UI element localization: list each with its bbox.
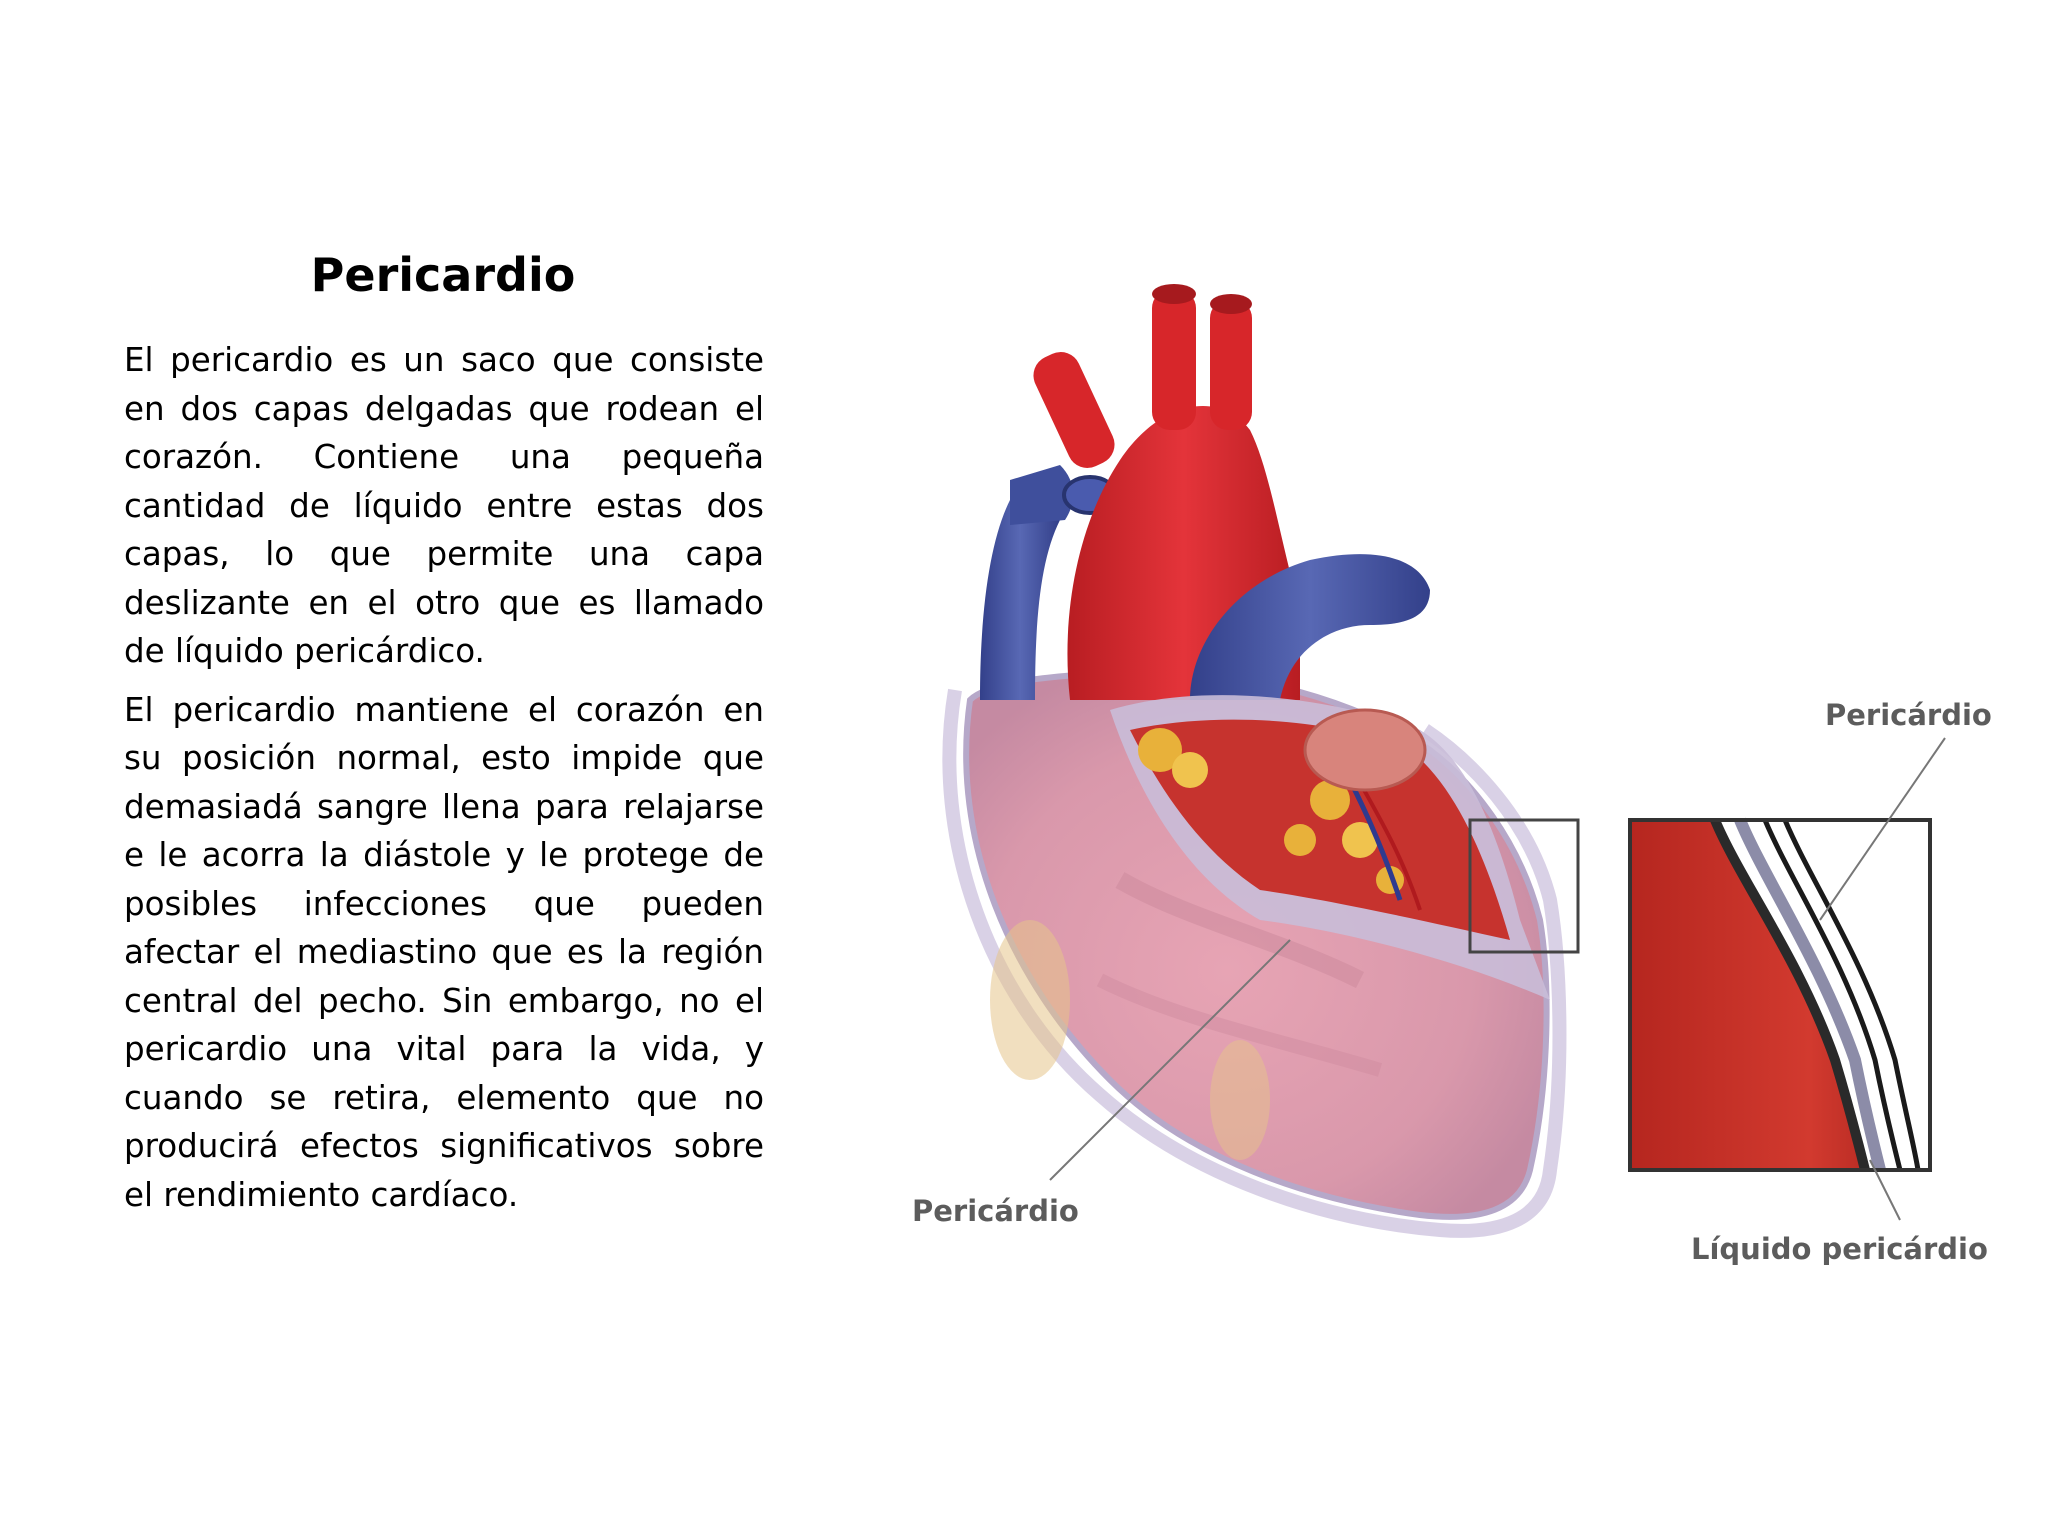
- body-text: [124, 336, 764, 1229]
- paragraph-2: El pericardio mantiene el corazón en su posición normal, esto impide que demasiadá sangre llena para relajarse e le acorra la diástole y le protege de posibles infecciones que pueden afectar el mediastino que es la región central del pecho. Sin embargo, no el pericardio una vital para la vida, y cuando se retira, elemento que no producirá efectos significativos sobre el rendimiento cardíaco.: [124, 690, 764, 1214]
- magnified-inset: [1630, 820, 1930, 1170]
- superior-vena-cava: [980, 500, 1060, 700]
- heart-illustration: [860, 280, 1992, 1300]
- label-pericardio-main: Pericárdio: [912, 1194, 1079, 1228]
- heart-drawing: [860, 280, 1980, 1300]
- label-pericardio-inset: Pericárdio: [1825, 698, 1992, 732]
- slide-title: Pericardio: [310, 248, 576, 302]
- label-liquido-pericardio: Líquido pericárdio: [1691, 1232, 1988, 1266]
- paragraph-1: El pericardio es un saco que consiste en dos capas delgadas que rodean el corazón. Contiene una pequeña cantidad de líquido entre estas dos capas, lo que permite una capa deslizante en el otro que es llamado de líquido pericárdico.: [124, 341, 764, 670]
